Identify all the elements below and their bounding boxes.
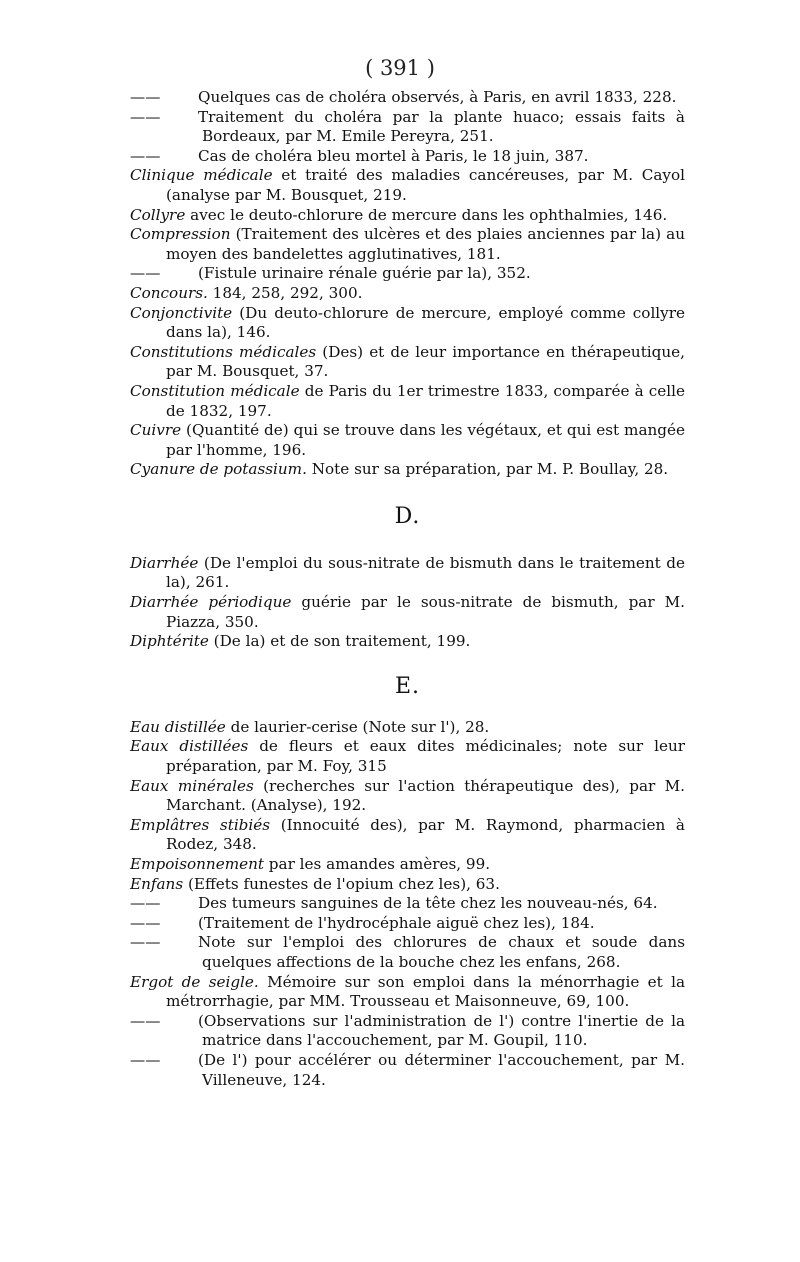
index-entry — [130, 1051, 685, 1090]
entry-text: (Fistule urinaire rénale guérie par la), 352. — [198, 264, 531, 283]
index-entries — [130, 88, 685, 1090]
entry-text: (Des) et de leur importance en thérapeutique, par M. Bousquet, 37. — [166, 342, 685, 381]
entry-text: par les amandes amères, 99. — [263, 855, 491, 873]
entry-text: (De la) et de son traitement, 199. — [208, 632, 471, 651]
entry-text: (Traitement des ulcères et des plaies anciennes par la) au moyen des bandelettes agglutinatives, 181. — [166, 225, 685, 263]
entry-text: (Effets funestes de l'opium chez les), 63. — [183, 874, 500, 893]
index-entry — [130, 1012, 685, 1051]
entry-heading: Eaux distillées — [130, 737, 249, 756]
entry-text: guérie par le sous-nitrate de bismuth, par M. Piazza, 350. — [166, 593, 685, 631]
entry-dash: —— — [130, 146, 161, 165]
entry-heading: Clinique médicale — [130, 166, 273, 185]
entry-heading: Emplâtres stibiés — [130, 815, 271, 834]
index-entry — [130, 264, 685, 284]
index-entry — [130, 284, 685, 304]
entry-text: Des tumeurs sanguines de la tête chez les nouveau-nés, 64. — [198, 894, 658, 913]
entry-heading: Ergot de seigle. — [130, 972, 259, 991]
entry-heading: Cuivre — [130, 421, 182, 440]
index-entry — [130, 88, 685, 108]
entry-text: (Innocuité des), par M. Raymond, pharmacien à Rodez, 348. — [166, 815, 685, 854]
entry-text: (Du deuto-chlorure de mercure, employé comme collyre dans la), 146. — [166, 303, 685, 342]
entry-text: 184, 258, 292, 300. — [207, 283, 363, 302]
entry-text: (De l') pour accélérer ou déterminer l'accouchement, par M. Villeneuve, 124. — [198, 1050, 685, 1089]
index-entry — [130, 593, 685, 632]
entry-text: Traitement du choléra par la plante huaco; essais faits à Bordeaux, par M. Emile Pereyra, 251. — [198, 107, 685, 146]
section-letter-d: D. — [394, 503, 421, 529]
entry-heading: Cyanure de potassium. — [130, 460, 307, 479]
entry-dash: —— — [130, 913, 161, 932]
index-entry — [130, 737, 685, 776]
entry-text: (Traitement de l'hydrocéphale aiguë chez les), 184. — [198, 913, 595, 932]
index-entry — [130, 382, 685, 421]
entry-dash: —— — [130, 264, 161, 283]
entry-heading: Diarrhée périodique — [130, 593, 292, 612]
entry-dash: —— — [130, 1050, 161, 1069]
entry-heading: Diphtérite — [130, 632, 209, 651]
entry-text: de fleurs et eaux dites médicinales; note sur leur préparation, par M. Foy, 315 — [166, 737, 685, 776]
entry-text: Note sur sa préparation, par M. P. Boullay, 28. — [306, 460, 669, 479]
entry-heading: Compression — [130, 225, 231, 244]
entry-heading: Concours. — [130, 283, 208, 302]
entry-heading: Eaux minérales — [130, 776, 254, 795]
index-entry — [130, 460, 685, 480]
index-entry — [130, 166, 685, 205]
page-number: ( 391 ) — [365, 56, 435, 80]
entry-text: et traité des maladies cancéreuses, par M. Cayol (analyse par M. Bousquet, 219. — [166, 166, 685, 204]
entry-text: (De l'emploi du sous-nitrate de bismuth dans le traitement de la), 261. — [166, 553, 685, 592]
entry-text: avec le deuto-chlorure de mercure dans les ophthalmies, 146. — [185, 205, 668, 224]
entry-heading: Collyre — [130, 205, 186, 224]
entry-heading: Diarrhée — [130, 553, 199, 572]
index-entry — [130, 777, 685, 816]
section-letter-e: E. — [394, 673, 421, 699]
index-entry — [130, 554, 685, 593]
entry-dash: —— — [130, 894, 161, 913]
section-c — [130, 88, 685, 480]
index-entry — [130, 147, 685, 167]
entry-heading: Eau distillée — [130, 717, 226, 736]
entry-text: Cas de choléra bleu mortel à Paris, le 18 juin, 387. — [198, 146, 589, 165]
entry-heading: Constitution médicale — [130, 381, 300, 400]
entry-heading: Empoisonnement — [130, 855, 264, 873]
entry-text: de Paris du 1er trimestre 1833, comparée à celle de 1832, 197. — [166, 381, 686, 420]
index-entry — [130, 875, 685, 895]
index-entry — [130, 225, 685, 264]
entry-heading: Enfans — [130, 874, 184, 893]
index-entry — [130, 108, 685, 147]
index-entry — [130, 632, 685, 652]
entry-dash: —— — [130, 107, 161, 126]
entry-dash: —— — [130, 933, 161, 952]
entry-text: Note sur l'emploi des chlorures de chaux et soude dans quelques affections de la bouche chez les enfans, 268. — [198, 933, 685, 971]
index-entry — [130, 914, 685, 934]
index-entry — [130, 816, 685, 855]
entry-text: Quelques cas de choléra observés, à Paris, en avril 1833, 228. — [198, 88, 677, 106]
index-entry — [130, 343, 685, 382]
entry-text: Mémoire sur son emploi dans la ménorrhagie et la métrorrhagie, par MM. Trousseau et Maisonneuve, 69, 100. — [166, 972, 686, 1011]
index-entry — [130, 933, 685, 972]
entry-heading: Constitutions médicales — [130, 342, 317, 361]
section-d — [130, 554, 685, 652]
entry-dash: —— — [130, 1011, 161, 1030]
index-entry — [130, 894, 685, 914]
entry-heading: Conjonctivite — [130, 303, 233, 322]
index-entry — [130, 304, 685, 343]
entry-text: (Quantité de) qui se trouve dans les végétaux, et qui est mangée par l'homme, 196. — [166, 421, 685, 459]
section-e — [130, 718, 685, 1090]
index-entry — [130, 718, 685, 738]
entry-text: (Observations sur l'administration de l') contre l'inertie de la matrice dans l'accouchement, par M. Goupil, 110. — [198, 1011, 685, 1050]
index-entry — [130, 855, 685, 875]
entry-text: de laurier-cerise (Note sur l'), 28. — [225, 717, 490, 736]
index-entry — [130, 421, 685, 460]
index-entry — [130, 206, 685, 226]
entry-dash: —— — [130, 88, 161, 106]
index-entry — [130, 973, 685, 1012]
entry-text: (recherches sur l'action thérapeutique des), par M. Marchant. (Analyse), 192. — [166, 776, 685, 815]
